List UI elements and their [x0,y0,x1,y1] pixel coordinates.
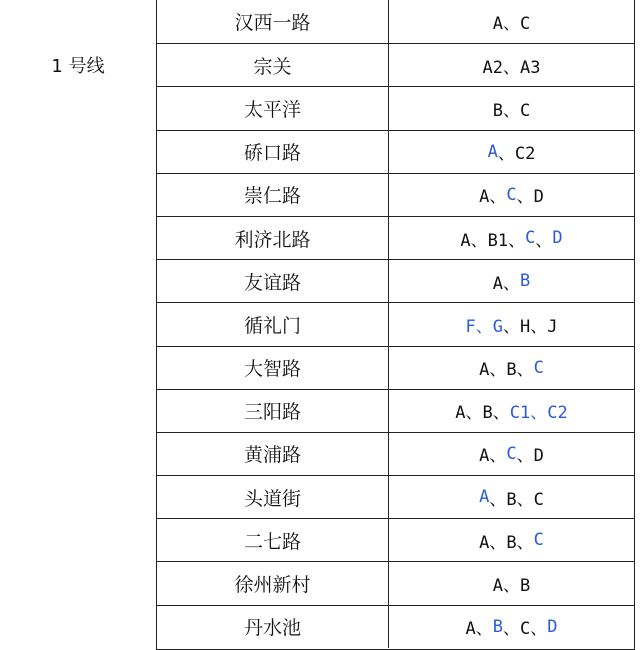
exits-cell [389,390,634,432]
exit-label: 、H、J [503,316,558,337]
exits-cell [389,87,634,129]
exit-label: A、B1、 [460,230,526,251]
exit-label: A、 [465,619,493,640]
exit-label: A、B、 [479,360,534,381]
exit-label: C [533,357,544,378]
exits-cell [389,606,634,648]
exit-label: 、B、C [489,489,544,510]
table-row [157,389,634,432]
exit-label: A2、A3 [482,57,541,78]
station-name-cell: 丹水池 [157,606,389,648]
line-label: 1 号线 [51,56,105,77]
exit-label: A、B、 [455,403,510,424]
exits-cell [389,0,634,43]
table-row [157,605,634,648]
exit-label: 、C、 [503,619,548,640]
station-name-cell: 利济北路 [157,217,389,259]
table-row [157,518,634,561]
table-row [157,0,634,43]
exit-label: 、 [535,230,553,251]
station-name-cell: 太平洋 [157,87,389,129]
station-name-cell: 头道街 [157,476,389,518]
table-row [157,130,634,173]
table-row [157,173,634,216]
table-row [157,561,634,604]
exits-cell [389,562,634,604]
exit-label: B [492,616,503,637]
exit-label: 、D [516,187,544,208]
station-name-cell: 友谊路 [157,260,389,302]
exits-cell [389,433,634,475]
exit-label: C [525,228,536,249]
table-row [157,86,634,129]
exit-label: A、B [492,576,531,597]
table-row [157,302,634,345]
exit-label: D [552,228,563,249]
exit-label: B、C [492,100,531,121]
station-name-cell: 宗关 [157,44,389,86]
exit-label: A、B、 [479,532,534,553]
exit-label: A、 [479,187,507,208]
table-row [157,432,634,475]
station-name-cell: 大智路 [157,347,389,389]
table-row [157,259,634,302]
exit-label: C [533,530,544,551]
exits-cell [389,347,634,389]
station-name-cell: 黄浦路 [157,433,389,475]
table-row [157,216,634,259]
station-name-cell: 汉西一路 [157,0,389,43]
exit-label: C1、C2 [509,403,568,424]
table-row [157,475,634,518]
exit-label: 、D [516,446,544,467]
exits-cell [389,217,634,259]
exits-cell [389,44,634,86]
exit-label: B [520,271,531,292]
station-name-cell: 三阳路 [157,390,389,432]
exit-label: A、 [492,273,520,294]
station-name-cell: 硚口路 [157,131,389,173]
exit-label: F、G [465,316,503,337]
exit-label: A [487,141,498,162]
table-row [157,43,634,86]
exit-label: 、C2 [497,144,536,165]
exit-label: D [547,616,558,637]
exits-cell [389,131,634,173]
exits-cell [389,174,634,216]
exit-label: C [506,443,517,464]
station-name-cell: 徐州新村 [157,562,389,604]
exits-cell [389,303,634,345]
table-row [157,346,634,389]
table-body [157,0,635,650]
exits-cell [389,519,634,561]
exit-label: A、C [492,14,531,35]
exit-label: A、 [479,446,507,467]
exit-label: A [479,487,490,508]
exits-cell [389,260,634,302]
station-name-cell: 二七路 [157,519,389,561]
station-name-cell: 循礼门 [157,303,389,345]
exit-label: C [506,184,517,205]
station-name-cell: 崇仁路 [157,174,389,216]
exits-cell [389,476,634,518]
